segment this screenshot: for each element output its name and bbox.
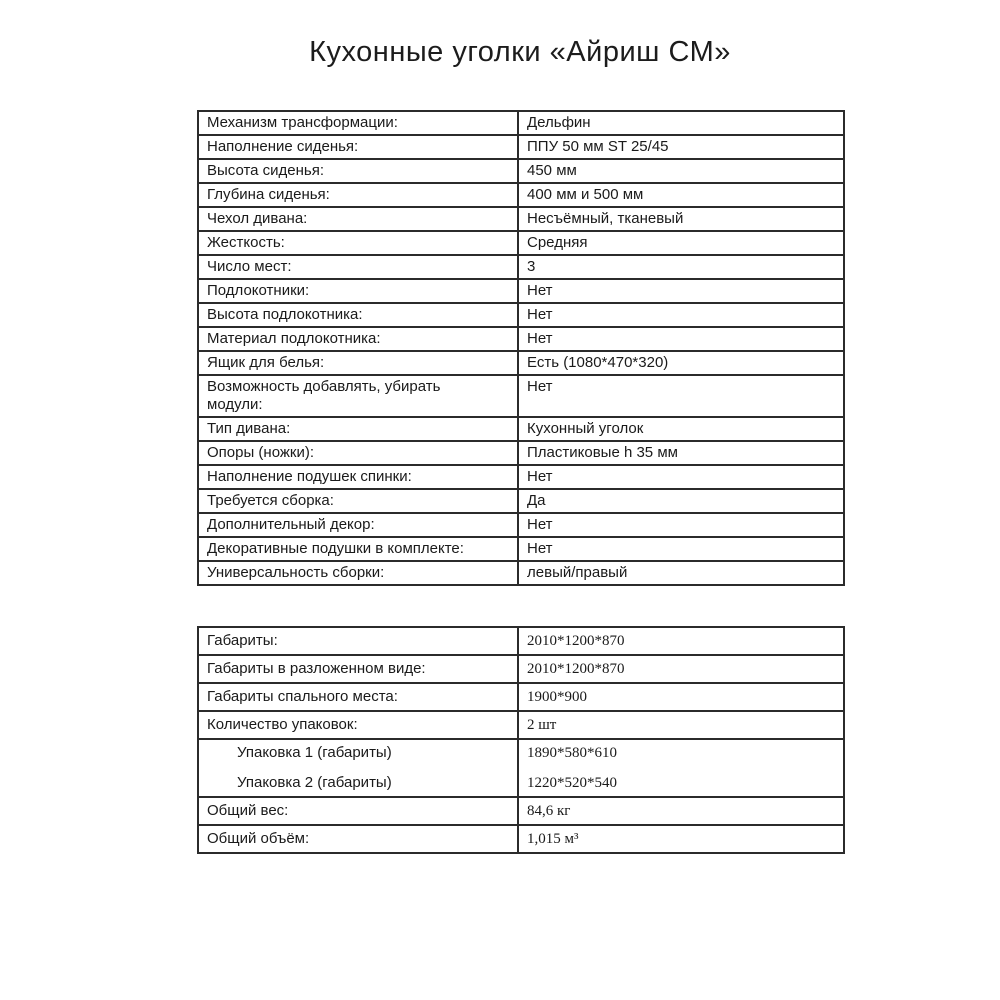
spec-label: Высота подлокотника:: [198, 303, 518, 327]
dim-label: Габариты спального места:: [198, 683, 518, 711]
package-value: 1890*580*610: [527, 745, 617, 761]
table-row: [198, 231, 844, 255]
package-value: 1220*520*540: [527, 775, 617, 791]
spec-value: 400 мм и 500 мм: [518, 183, 844, 207]
table-row: [198, 351, 844, 375]
spec-label: Требуется сборка:: [198, 489, 518, 513]
dim-label: Общий вес:: [198, 797, 518, 825]
spec-label: Опоры (ножки):: [198, 441, 518, 465]
document-content: [197, 0, 843, 854]
specifications-table: [197, 110, 845, 586]
spec-value: Нет: [518, 279, 844, 303]
spec-value: левый/правый: [518, 561, 844, 585]
dimensions-table: [197, 626, 845, 854]
spec-value: Кухонный уголок: [518, 417, 844, 441]
table-row: [198, 279, 844, 303]
dim-value: 1900*900: [518, 683, 844, 711]
package-label: Упаковка 2 (габариты): [237, 774, 392, 791]
spec-value: Нет: [518, 465, 844, 489]
packages-row: [198, 739, 844, 797]
spec-label: Универсальность сборки:: [198, 561, 518, 585]
spec-label: Тип дивана:: [198, 417, 518, 441]
spec-label: Подлокотники:: [198, 279, 518, 303]
dim-value: 84,6 кг: [518, 797, 844, 825]
table-row: [198, 441, 844, 465]
spec-label: Чехол дивана:: [198, 207, 518, 231]
spec-value: Дельфин: [518, 111, 844, 135]
spec-value: Нет: [518, 537, 844, 561]
table-row: [198, 207, 844, 231]
dim-label: Габариты:: [198, 627, 518, 655]
table-row: [198, 135, 844, 159]
spec-label: Декоративные подушки в комплекте:: [198, 537, 518, 561]
table-row: [198, 255, 844, 279]
table-row: [198, 655, 844, 683]
table-row: [198, 627, 844, 655]
table-row: [198, 111, 844, 135]
table-row: [198, 489, 844, 513]
spec-value: Несъёмный, тканевый: [518, 207, 844, 231]
spec-value: Есть (1080*470*320): [518, 351, 844, 375]
spec-label: Наполнение сиденья:: [198, 135, 518, 159]
table-row: [198, 465, 844, 489]
table-row: [198, 683, 844, 711]
spec-label: Глубина сиденья:: [198, 183, 518, 207]
spec-label: Число мест:: [198, 255, 518, 279]
spec-value: Нет: [518, 375, 844, 417]
table-row: [198, 375, 844, 417]
package-values-cell: [518, 739, 844, 797]
spec-label: Возможность добавлять, убирать модули:: [198, 375, 518, 417]
spec-value: Нет: [518, 303, 844, 327]
dim-label: Общий объём:: [198, 825, 518, 853]
spec-value: 3: [518, 255, 844, 279]
spec-value: Нет: [518, 513, 844, 537]
table-row: [198, 159, 844, 183]
spec-label: Материал подлокотника:: [198, 327, 518, 351]
spec-label: Высота сиденья:: [198, 159, 518, 183]
page-title: Кухонные уголки «Айриш СМ»: [309, 36, 731, 68]
spec-value: ППУ 50 мм ST 25/45: [518, 135, 844, 159]
package-label: Упаковка 1 (габариты): [237, 744, 392, 761]
table-row: [198, 303, 844, 327]
table-row: [198, 513, 844, 537]
dim-value: 2010*1200*870: [518, 655, 844, 683]
dim-value: 2010*1200*870: [518, 627, 844, 655]
package-labels-cell: [198, 739, 518, 797]
spec-label: Дополнительный декор:: [198, 513, 518, 537]
dim-value: 1,015 м³: [518, 825, 844, 853]
table-row: [198, 561, 844, 585]
table-row: [198, 711, 844, 739]
table-row: [198, 183, 844, 207]
spec-value: Пластиковые h 35 мм: [518, 441, 844, 465]
dim-label: Количество упаковок:: [198, 711, 518, 739]
dim-value: 2 шт: [518, 711, 844, 739]
spec-value: 450 мм: [518, 159, 844, 183]
spec-value: Средняя: [518, 231, 844, 255]
spec-label: Наполнение подушек спинки:: [198, 465, 518, 489]
spec-label: Жесткость:: [198, 231, 518, 255]
spec-label: Механизм трансформации:: [198, 111, 518, 135]
table-row: [198, 327, 844, 351]
spec-value: Да: [518, 489, 844, 513]
table-row: [198, 417, 844, 441]
table-row: [198, 537, 844, 561]
dim-label: Габариты в разложенном виде:: [198, 655, 518, 683]
spec-value: Нет: [518, 327, 844, 351]
table-row: [198, 825, 844, 853]
spec-label: Ящик для белья:: [198, 351, 518, 375]
table-row: [198, 797, 844, 825]
